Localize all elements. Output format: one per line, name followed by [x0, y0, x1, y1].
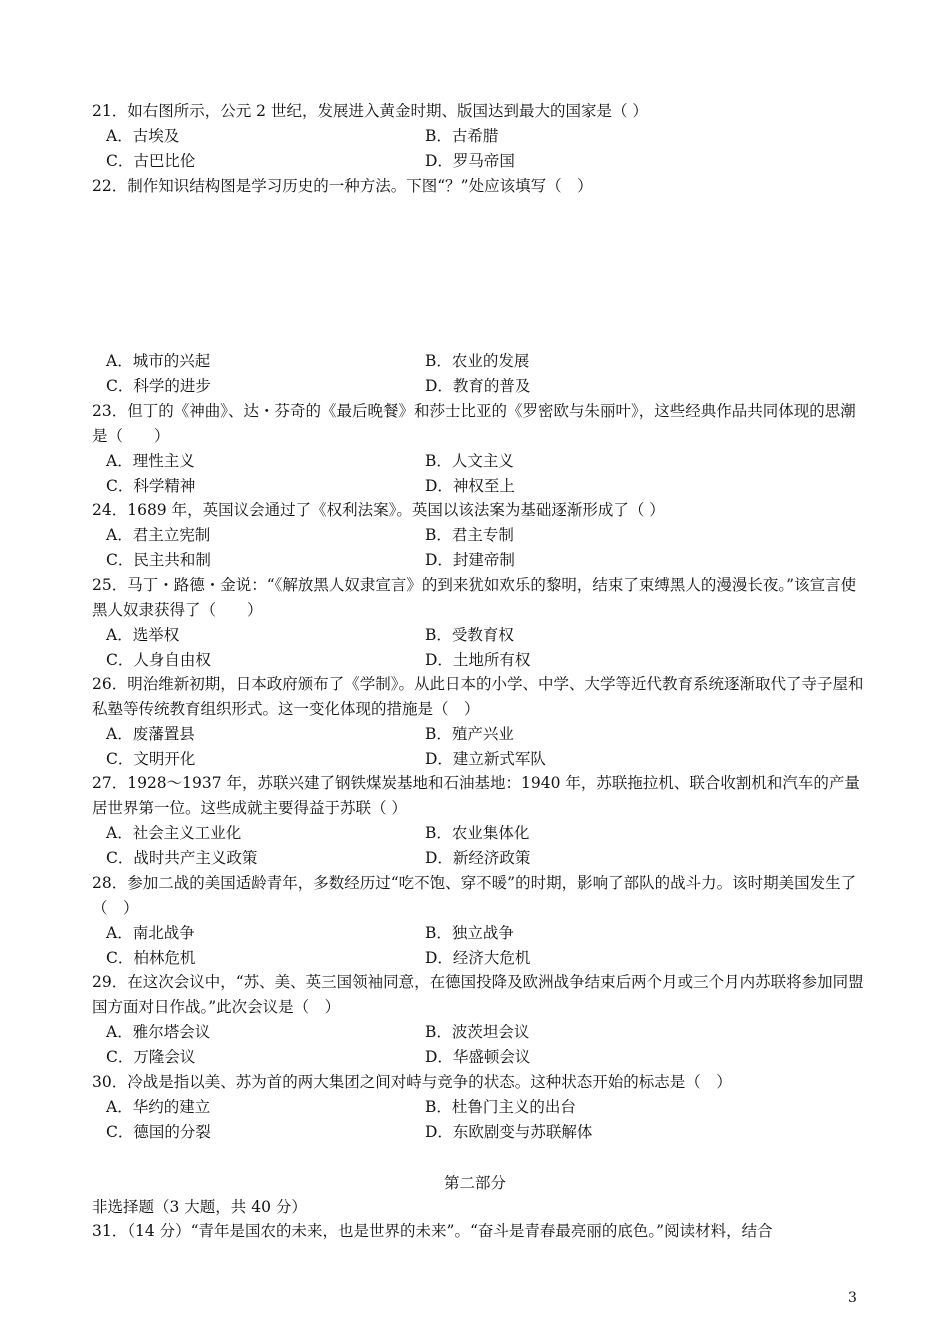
option-b: B．殖产兴业	[425, 725, 514, 743]
option-b: B．独立战争	[425, 924, 514, 942]
option-b: B．杜鲁门主义的出台	[425, 1098, 576, 1116]
question-21	[92, 99, 864, 174]
option-d: D．东欧剧变与苏联解体	[425, 1123, 593, 1141]
question-22	[92, 174, 864, 199]
question-27	[92, 771, 864, 871]
question-22-options	[92, 349, 864, 399]
option-a: A．雅尔塔会议	[106, 1023, 211, 1041]
option-d: D．神权至上	[425, 477, 515, 495]
option-b: B．古希腊	[425, 127, 499, 145]
question-stem: 23．但丁的《神曲》、达・芬奇的《最后晚餐》和莎士比亚的《罗密欧与朱丽叶》，这些经典作品共同体现的思潮是（ ）	[92, 402, 856, 445]
option-d: D．华盛顿会议	[425, 1048, 531, 1066]
option-a: A．社会主义工业化	[106, 824, 242, 842]
option-a: A．南北战争	[106, 924, 195, 942]
question-24	[92, 498, 864, 573]
option-b: B．波茨坦会议	[425, 1023, 530, 1041]
page-number: 3	[848, 1290, 857, 1306]
option-b: B．农业集体化	[425, 824, 530, 842]
option-d: D．教育的普及	[425, 377, 531, 395]
question-stem: 30．冷战是指以美、苏为首的两大集团之间对峙与竞争的状态。这种状态开始的标志是（ ）	[92, 1073, 732, 1091]
question-stem: 26．明治维新初期，日本政府颁布了《学制》。从此日本的小学、中学、大学等近代教育系统逐渐取代了寺子屋和私塾等传统教育组织形式。这一变化体现的措施是（ ）	[92, 675, 864, 718]
question-stem: 22．制作知识结构图是学习历史的一种方法。下图“？”处应该填写（ ）	[92, 177, 593, 195]
option-c: C．文明开化	[106, 750, 196, 768]
option-b: B．君主专制	[425, 526, 514, 544]
question-stem: 27．1928～1937 年，苏联兴建了钢铁煤炭基地和石油基地：1940 年，苏联拖拉机、联合收割机和汽车的产量居世界第一位。这些成就主要得益于苏联（ ）	[92, 774, 860, 817]
question-stem: 29．在这次会议中，“苏、美、英三国领袖同意，在德国投降及欧洲战争结束后两个月或三个月内苏联将参加同盟国方面对日作战。”此次会议是（ ）	[92, 973, 864, 1016]
question-stem: 25．马丁・路德・金说：“《解放黑人奴隶宣言》的到来犹如欢乐的黎明，结束了束缚黑人的漫漫长夜。”该宣言使黑人奴隶获得了（ ）	[92, 576, 857, 619]
option-c: C．科学精神	[106, 477, 196, 495]
option-c: C．民主共和制	[106, 551, 211, 569]
option-c: C．科学的进步	[106, 377, 211, 395]
option-d: D．罗马帝国	[425, 152, 515, 170]
option-a: A．选举权	[106, 626, 180, 644]
question-31: 31．（14 分）“青年是国农的未来，也是世界的未来”。“奋斗是青春最亮丽的底色。”阅读材料，结合	[92, 1222, 773, 1240]
question-30	[92, 1070, 864, 1145]
option-a: A．理性主义	[106, 452, 195, 470]
option-d: D．新经济政策	[425, 849, 531, 867]
option-c: C．德国的分裂	[106, 1123, 211, 1141]
option-c: C．人身自由权	[106, 651, 211, 669]
option-d: D．建立新式军队	[425, 750, 546, 768]
section-title: 第二部分	[443, 1174, 506, 1192]
question-25	[92, 573, 864, 673]
question-29	[92, 970, 864, 1070]
question-stem: 28．参加二战的美国适龄青年，多数经历过“吃不饱、穿不暖”的时期，影响了部队的战斗力。该时期美国发生了（ ）	[92, 874, 857, 917]
option-a: A．华约的建立	[106, 1098, 211, 1116]
option-a: A．废藩置县	[106, 725, 195, 743]
option-c: C．古巴比伦	[106, 152, 196, 170]
option-a: A．古埃及	[106, 127, 180, 145]
question-28	[92, 871, 864, 971]
question-stem: 24．1689 年，英国议会通过了《权利法案》。英国以该法案为基础逐渐形成了（ ）	[92, 501, 665, 519]
option-b: B．受教育权	[425, 626, 514, 644]
option-d: D．土地所有权	[425, 651, 531, 669]
option-a: A．城市的兴起	[106, 352, 211, 370]
option-b: B．农业的发展	[425, 352, 530, 370]
option-a: A．君主立宪制	[106, 526, 211, 544]
option-d: D．封建帝制	[425, 551, 515, 569]
option-c: C．战时共产主义政策	[106, 849, 258, 867]
option-d: D．经济大危机	[425, 949, 531, 967]
section-subtitle: 非选择题（3 大题，共 40 分）	[92, 1198, 307, 1216]
option-c: C．柏林危机	[106, 949, 196, 967]
question-23	[92, 399, 864, 499]
option-c: C．万隆会议	[106, 1048, 196, 1066]
question-26	[92, 672, 864, 772]
question-stem: 21．如右图所示，公元 2 世纪，发展进入黄金时期、版国达到最大的国家是（ ）	[92, 102, 648, 120]
option-b: B．人文主义	[425, 452, 514, 470]
